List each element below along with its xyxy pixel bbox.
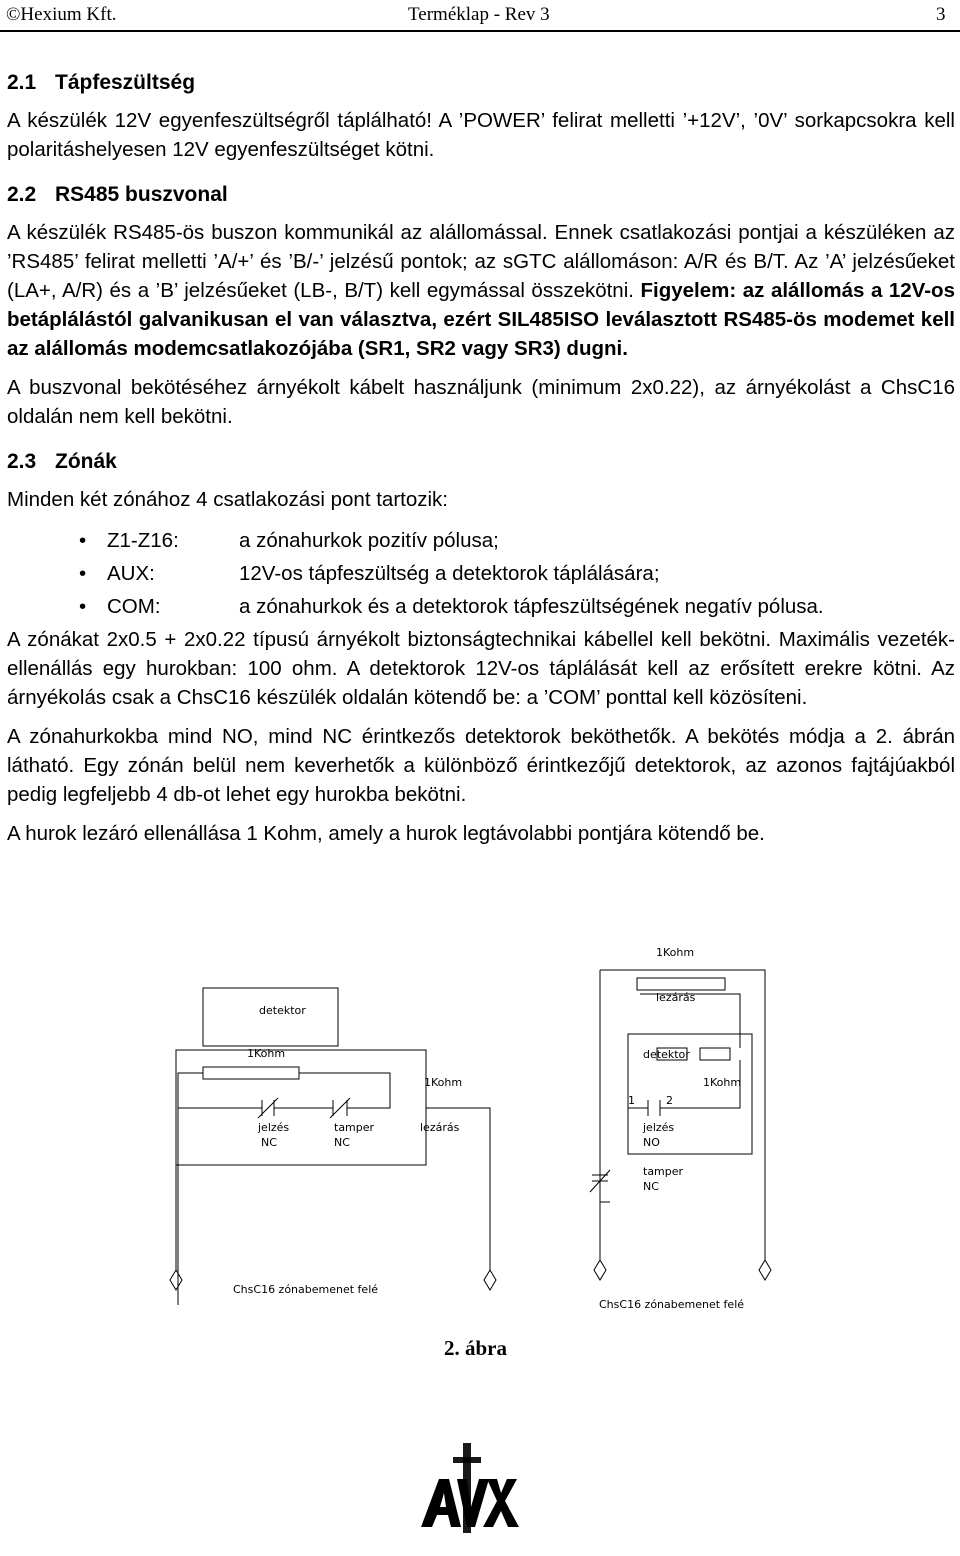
zone-terminal-list — [7, 526, 955, 625]
list-item — [7, 526, 955, 559]
terminal-name: AUX: — [107, 562, 155, 585]
label-contact1-a: jelzés — [258, 1121, 290, 1134]
paragraph: A zónákat 2x0.5 + 2x0.22 típusú árnyékolt biztonságtechnikai kábellel kell bekötni. Maximális vezeték-ellenállás egy hurokban: 100 ohm. A detektorok 12V-os táplálását kell az erősített erekre kötni. Az árnyékolás csak a ChsC16 készülék oldalán kötendő be: a ’COM’ ponttal kell közösíteni. — [7, 628, 955, 709]
label-contact2-b: NC — [334, 1136, 350, 1149]
document-title: Terméklap - Rev 3 — [408, 4, 550, 25]
section-heading — [7, 447, 955, 477]
terminal-description: a zónahurkok és a detektorok tápfeszültségének negatív pólusa. — [239, 595, 824, 618]
label-contact1-a-right: jelzés — [643, 1121, 675, 1134]
section-heading — [7, 68, 955, 98]
section-title: RS485 buszvonal — [55, 183, 228, 206]
bullet: • — [79, 529, 87, 552]
paragraph: A készülék 12V egyenfeszültségről táplálható! A ’POWER’ felirat melletti ’+12V’, ’0V’ sorkapcsokra kell polaritáshelyesen 12V egyenfeszültséget kötni. — [7, 109, 955, 161]
figure-caption: 2. ábra — [444, 1336, 507, 1360]
label-contact2-a-right: tamper — [643, 1165, 684, 1178]
section-number: 2.2 — [7, 183, 37, 206]
section-title: Zónák — [55, 450, 117, 473]
company-name: ©Hexium Kft. — [6, 4, 117, 25]
page-header — [0, 0, 960, 32]
contact-nc-left-2 — [330, 1098, 350, 1118]
wire-left-termination — [299, 1073, 390, 1108]
bullet: • — [79, 595, 87, 618]
terminal-description: a zónahurkok pozitív pólusa; — [239, 529, 499, 552]
wiring-diagram — [0, 930, 960, 1330]
document-body — [7, 68, 955, 864]
paragraph: A zónahurkokba mind NO, mind NC érintkezős detektorok beköthetők. A bekötés módja a 2. ábrán látható. Egy zónán belül nem keverhetők a különböző érintkezőjű detektorok, az azonos fajtájúakból pedig legfeljebb 4 db-ot lehet egy hurokba bekötni. — [7, 725, 955, 806]
left-terminal-b — [484, 1165, 496, 1290]
paragraph — [7, 218, 955, 363]
label-resistor-left: 1Kohm — [247, 1047, 286, 1060]
section-heading — [7, 180, 955, 210]
label-detector-left: detektor — [259, 1004, 306, 1017]
page-number: 3 — [936, 4, 946, 25]
resistor-right-b — [700, 1048, 730, 1060]
list-item — [7, 559, 955, 592]
label-input-right: ChsC16 zónabemenet felé — [599, 1298, 745, 1311]
terminal-name: COM: — [107, 595, 161, 618]
contact-no-right — [648, 1100, 660, 1116]
header-rule — [0, 30, 960, 32]
label-contact2-b-right: NC — [643, 1180, 659, 1193]
section-title: Tápfeszültség — [55, 71, 196, 94]
label-termination-left: lezárás — [420, 1121, 460, 1134]
resistor-right-top — [637, 978, 725, 990]
section-2-1 — [7, 68, 955, 164]
label-detector-right: detektor — [643, 1048, 690, 1061]
paragraph: Minden két zónához 4 csatlakozási pont tartozik: — [7, 488, 448, 511]
label-resistor-top-right: 1Kohm — [656, 946, 695, 959]
right-terminal-b — [600, 970, 771, 1280]
resistor-left — [203, 1067, 299, 1079]
detector-box-left — [203, 988, 338, 1046]
left-terminal-a — [170, 1165, 182, 1290]
warning-text: Figyelem: az alállomás a 12V-os betáplálástól galvanikusan el van választva, ezért SIL485ISO leválasztott RS485-ös modemet kell az alállomás modemcsatlakozójába (SR1, SR2 vagy SR3) dugni. — [7, 279, 955, 360]
label-contact1-b-right: NO — [643, 1136, 660, 1149]
paragraph-text: A készülék RS485-ös buszon kommunikál az alállomással. Ennek csatlakozási pontjai a készüléken az ’RS485’ felirat melletti ’A/+’ és ’B/-’ jelzésű pontok; az sGTC alállomáson: A/R és B/T. Az ’A’ jelzésűeket (LA+, A/R) és a ’B’ jelzésűeket (LB-, B/T) kell egymással összekötni. — [7, 221, 955, 302]
paragraph: A hurok lezáró ellenállása 1 Kohm, amely a hurok legtávolabbi pontjára kötendő be. — [7, 822, 765, 845]
list-item — [7, 592, 955, 625]
paragraph: A buszvonal bekötéséhez árnyékolt kábelt használjunk (minimum 2x0.22), az árnyékolást a ChsC16 oldalán nem kell bekötni. — [7, 376, 955, 428]
terminal-name: Z1-Z16: — [107, 529, 179, 552]
section-number: 2.3 — [7, 450, 37, 473]
avax-logo — [413, 1437, 521, 1545]
terminal-description: 12V-os tápfeszültség a detektorok táplálására; — [239, 562, 660, 585]
section-2-2 — [7, 180, 955, 431]
label-resistor-right: 1Kohm — [703, 1076, 742, 1089]
label-termination-right: lezárás — [656, 991, 696, 1004]
wire-left-return — [426, 1108, 490, 1165]
label-contact1-b: NC — [261, 1136, 277, 1149]
label-contact2-a: tamper — [334, 1121, 375, 1134]
section-2-3 — [7, 447, 955, 848]
section-number: 2.1 — [7, 71, 37, 94]
label-pin1: 1 — [628, 1094, 635, 1107]
bullet: • — [79, 562, 87, 585]
label-resistor-mid: 1Kohm — [424, 1076, 463, 1089]
label-pin2: 2 — [666, 1094, 673, 1107]
label-input-left: ChsC16 zónabemenet felé — [233, 1283, 379, 1296]
right-terminal-a — [594, 970, 606, 1280]
